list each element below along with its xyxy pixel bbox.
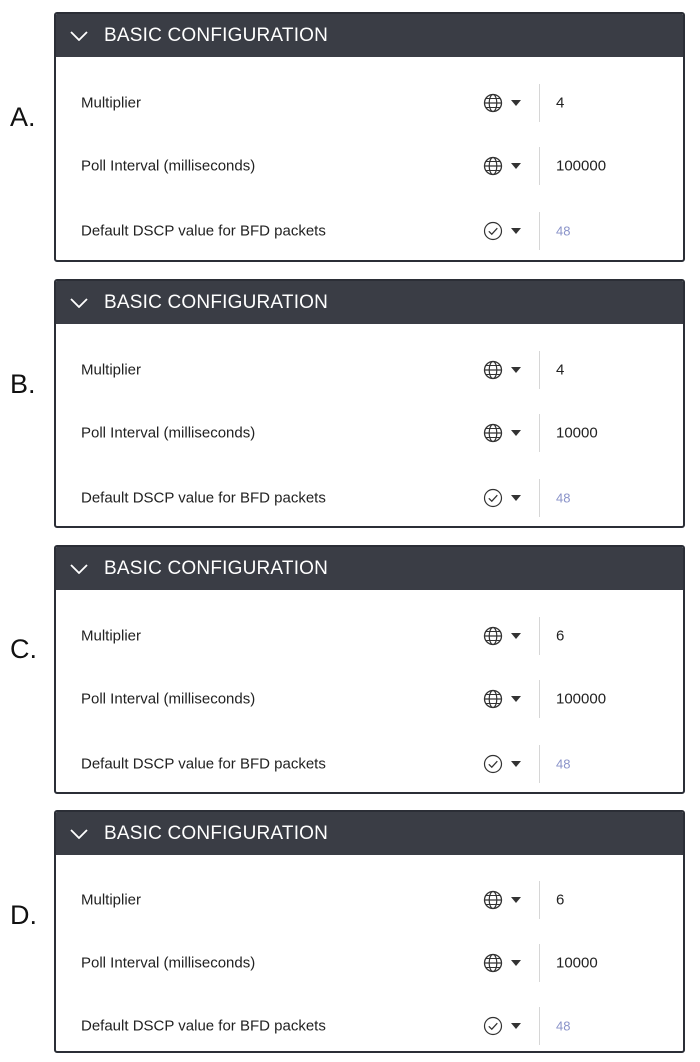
divider (539, 212, 540, 250)
divider (539, 1007, 540, 1045)
globe-icon (483, 890, 503, 910)
panel-title: BASIC CONFIGURATION (104, 291, 329, 313)
default-value[interactable]: 48 (556, 756, 571, 772)
scope-dropdown[interactable] (483, 488, 521, 508)
default-value[interactable]: 48 (556, 223, 571, 239)
field-label: Default DSCP value for BFD packets (81, 755, 326, 773)
option-letter: C. (10, 634, 37, 664)
globe-icon (483, 626, 503, 646)
scope-dropdown[interactable] (483, 360, 521, 380)
panel-header[interactable] (56, 281, 683, 324)
dscp-row (56, 742, 683, 786)
poll-interval-row (56, 411, 683, 455)
value-field[interactable]: 100000 (556, 690, 607, 708)
multiplier-row (56, 878, 683, 922)
option-letter: D. (10, 900, 37, 930)
divider (539, 147, 540, 185)
field-label: Multiplier (81, 361, 142, 379)
check-circle-icon (483, 1016, 503, 1036)
chevron-down-icon[interactable] (68, 29, 90, 43)
dscp-row (56, 1004, 683, 1048)
scope-dropdown[interactable] (483, 754, 521, 774)
caret-down-icon (511, 367, 521, 373)
divider (539, 881, 540, 919)
poll-interval-row (56, 144, 683, 188)
globe-icon (483, 423, 503, 443)
basic-configuration-panel (54, 810, 685, 1053)
poll-interval-row (56, 941, 683, 985)
scope-dropdown[interactable] (483, 689, 521, 709)
field-label: Poll Interval (milliseconds) (81, 424, 256, 442)
caret-down-icon (511, 897, 521, 903)
caret-down-icon (511, 495, 521, 501)
field-label: Multiplier (81, 891, 142, 909)
multiplier-row (56, 614, 683, 658)
field-label: Multiplier (81, 94, 142, 112)
basic-configuration-panel (54, 545, 685, 794)
chevron-down-icon[interactable] (68, 296, 90, 310)
scope-dropdown[interactable] (483, 953, 521, 973)
caret-down-icon (511, 696, 521, 702)
divider (539, 745, 540, 783)
default-value[interactable]: 48 (556, 490, 571, 506)
caret-down-icon (511, 163, 521, 169)
panel-header[interactable] (56, 14, 683, 57)
panel-title: BASIC CONFIGURATION (104, 822, 329, 844)
panel-title: BASIC CONFIGURATION (104, 557, 329, 579)
field-label: Poll Interval (milliseconds) (81, 157, 256, 175)
check-circle-icon (483, 488, 503, 508)
multiplier-row (56, 81, 683, 125)
panel-title: BASIC CONFIGURATION (104, 24, 329, 46)
field-label: Poll Interval (milliseconds) (81, 954, 256, 972)
divider (539, 680, 540, 718)
divider (539, 84, 540, 122)
divider (539, 617, 540, 655)
value-field[interactable]: 10000 (556, 424, 598, 442)
scope-dropdown[interactable] (483, 156, 521, 176)
value-field[interactable]: 10000 (556, 954, 598, 972)
value-field[interactable]: 6 (556, 891, 565, 909)
divider (539, 944, 540, 982)
check-circle-icon (483, 754, 503, 774)
divider (539, 414, 540, 452)
field-label: Default DSCP value for BFD packets (81, 222, 326, 240)
chevron-down-icon[interactable] (68, 827, 90, 841)
globe-icon (483, 953, 503, 973)
value-field[interactable]: 6 (556, 627, 565, 645)
caret-down-icon (511, 430, 521, 436)
value-field[interactable]: 4 (556, 361, 565, 379)
divider (539, 351, 540, 389)
globe-icon (483, 689, 503, 709)
poll-interval-row (56, 677, 683, 721)
field-label: Default DSCP value for BFD packets (81, 489, 326, 507)
field-label: Default DSCP value for BFD packets (81, 1017, 326, 1035)
caret-down-icon (511, 633, 521, 639)
scope-dropdown[interactable] (483, 423, 521, 443)
caret-down-icon (511, 228, 521, 234)
scope-dropdown[interactable] (483, 221, 521, 241)
field-label: Multiplier (81, 627, 142, 645)
caret-down-icon (511, 761, 521, 767)
option-letter: A. (10, 102, 36, 132)
panel-header[interactable] (56, 547, 683, 590)
globe-icon (483, 156, 503, 176)
dscp-row (56, 209, 683, 253)
divider (539, 479, 540, 517)
scope-dropdown[interactable] (483, 890, 521, 910)
multiplier-row (56, 348, 683, 392)
scope-dropdown[interactable] (483, 626, 521, 646)
basic-configuration-panel (54, 12, 685, 262)
caret-down-icon (511, 960, 521, 966)
value-field[interactable]: 100000 (556, 157, 607, 175)
option-letter: B. (10, 369, 36, 399)
check-circle-icon (483, 221, 503, 241)
dscp-row (56, 476, 683, 520)
value-field[interactable]: 4 (556, 94, 565, 112)
globe-icon (483, 360, 503, 380)
globe-icon (483, 93, 503, 113)
caret-down-icon (511, 100, 521, 106)
panel-header[interactable] (56, 812, 683, 855)
scope-dropdown[interactable] (483, 93, 521, 113)
field-label: Poll Interval (milliseconds) (81, 690, 256, 708)
caret-down-icon (511, 1023, 521, 1029)
basic-configuration-panel (54, 279, 685, 528)
chevron-down-icon[interactable] (68, 562, 90, 576)
default-value[interactable]: 48 (556, 1018, 571, 1034)
scope-dropdown[interactable] (483, 1016, 521, 1036)
